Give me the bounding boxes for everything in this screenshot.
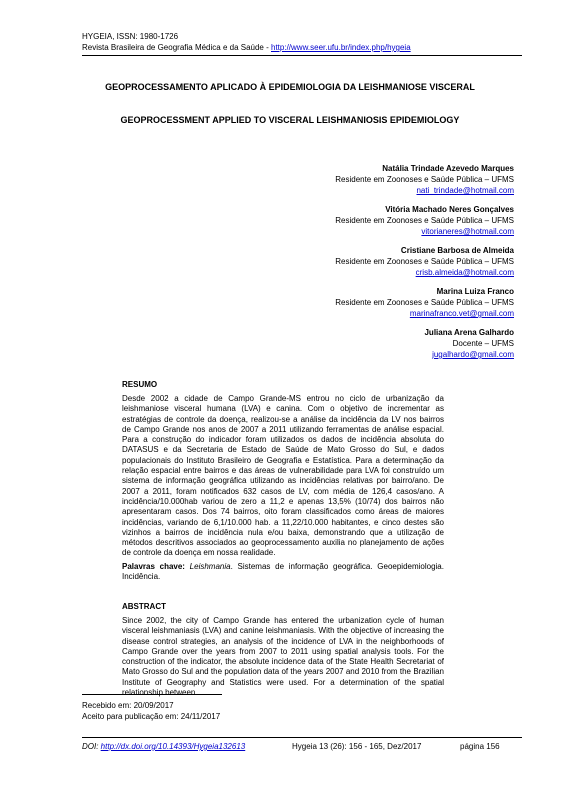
title-english: GEOPROCESSMENT APPLIED TO VISCERAL LEISHMANIOSIS EPIDEMIOLOGY <box>120 115 460 125</box>
footer-journal-ref: Hygeia 13 (26): 156 - 165, Dez/2017 <box>292 742 422 751</box>
author-email-link[interactable]: jugalhardo@gmail.com <box>432 350 514 359</box>
footer-divider <box>82 737 522 738</box>
author-block <box>214 327 514 360</box>
author-email-link[interactable]: vitorianeres@hotmail.com <box>421 227 514 236</box>
doi-link[interactable]: http://dx.doi.org/10.14393/Hygeia132613 <box>100 742 246 751</box>
keywords-rest: . Sistemas de informação geográfica. Geoepidemiologia. Incidência. <box>122 562 444 582</box>
keywords-label: Palavras chave: <box>122 562 185 571</box>
author-name: Cristiane Barbosa de Almeida <box>400 246 514 255</box>
journal-name: Revista Brasileira de Geografia Médica e da Saúde - <box>82 43 271 52</box>
author-block <box>214 245 514 278</box>
journal-line <box>82 42 522 53</box>
author-affiliation: Residente em Zoonoses e Saúde Pública – UFMS <box>335 257 514 266</box>
author-block <box>214 286 514 319</box>
footer-doi <box>82 742 245 751</box>
author-block <box>214 204 514 237</box>
resumo-text: Desde 2002 a cidade de Campo Grande-MS entrou no ciclo de urbanização da leishmaniose visceral humana (LVA) e canina. Com o objetivo de incrementar as estratégias de controle da doença, realizou-se a análise da incidência da LV nos bairros de Campo Grande nos anos de 2007 a 2011 utilizando ferramentas de análise espacial. Para a construção do indicador foram utilizados os dados de incidência absoluta do DATASUS e da Secretaria de Estado de Saúde de Mato Grosso do Sul, e dados populacionais do Instituto Brasileiro de Geografia e Estatística. Para a determinação da relação espacial entre bairros e das áreas de vulnerabilidade para LVA foi construído um sistema de informação geográfica utilizando as incidências relativas por bairro/ano. De 2007 a 2011, foram notificados 632 casos de LV, com média de 126,4 casos/ano. A incidência/10.000hab variou de zero a 11,2 e apenas 13,5% (10/74) dos bairros não apresentaram casos. Dos 74 bairros, oito foram classificados como áreas de maiores incidências, variando de 6,1/10.000 hab. a 11,22/10.000 habitantes, e cinco destes são vizinhos a bairros de incidência nula e/ou baixa, demonstrando que a utilização de métodos descritivos associados ao geoprocessamento auxilia no planejamento de ações de controle da doença em nossa realidade. <box>122 394 444 558</box>
accepted-date: Aceito para publicação em: 24/11/2017 <box>82 712 221 721</box>
doi-label: DOI: <box>82 742 101 751</box>
header-divider <box>82 55 522 56</box>
keyword-leishmania: Leishmania <box>189 562 231 571</box>
author-email-link[interactable]: crisb.almeida@hotmail.com <box>415 268 514 277</box>
resumo-heading: RESUMO <box>122 380 158 389</box>
author-affiliation: Residente em Zoonoses e Saúde Pública – UFMS <box>335 175 514 184</box>
author-name: Marina Luiza Franco <box>436 287 514 296</box>
author-block <box>214 163 514 196</box>
journal-issn: HYGEIA, ISSN: 1980-1726 <box>82 32 179 41</box>
author-name: Vitória Machado Neres Gonçalves <box>385 205 514 214</box>
author-name: Natália Trindade Azevedo Marques <box>382 164 514 173</box>
footnote-divider <box>82 694 222 695</box>
author-affiliation: Residente em Zoonoses e Saúde Pública – UFMS <box>335 216 514 225</box>
author-affiliation: Docente – UFMS <box>452 339 514 348</box>
author-email-link[interactable]: nati_trindade@hotmail.com <box>416 186 514 195</box>
abstract-heading: ABSTRACT <box>122 602 166 611</box>
abstract-text: Since 2002, the city of Campo Grande has entered the urbanization cycle of human visceral leishmaniasis (LVA) and canine leishmaniasis. With the objective of increasing the disease control strategies, an analysis of the incidence of LVA in the neighborhoods of Campo Grande over the years from 2007 to 2011 using spatial analysis tools. For the construction of the indicator, the absolute incidence data of the State Health Secretariat of Mato Grosso do Sul and the population data of the years 2007 and 2010 from the Brazilian Institute of Geography and Statistics were used. For a determination of the spatial relationship between <box>122 616 444 698</box>
received-date: Recebido em: 20/09/2017 <box>82 701 174 710</box>
keywords <box>122 562 444 583</box>
page-number: página 156 <box>460 742 500 751</box>
journal-url-link[interactable]: http://www.seer.ufu.br/index.php/hygeia <box>271 43 411 52</box>
journal-header <box>82 31 522 53</box>
author-affiliation: Residente em Zoonoses e Saúde Pública – UFMS <box>335 298 514 307</box>
author-email-link[interactable]: marinafranco.vet@gmail.com <box>409 309 514 318</box>
title-portuguese: GEOPROCESSAMENTO APLICADO À EPIDEMIOLOGIA DA LEISHMANIOSE VISCERAL <box>105 82 475 92</box>
author-list <box>214 163 514 368</box>
author-name: Juliana Arena Galhardo <box>424 328 514 337</box>
